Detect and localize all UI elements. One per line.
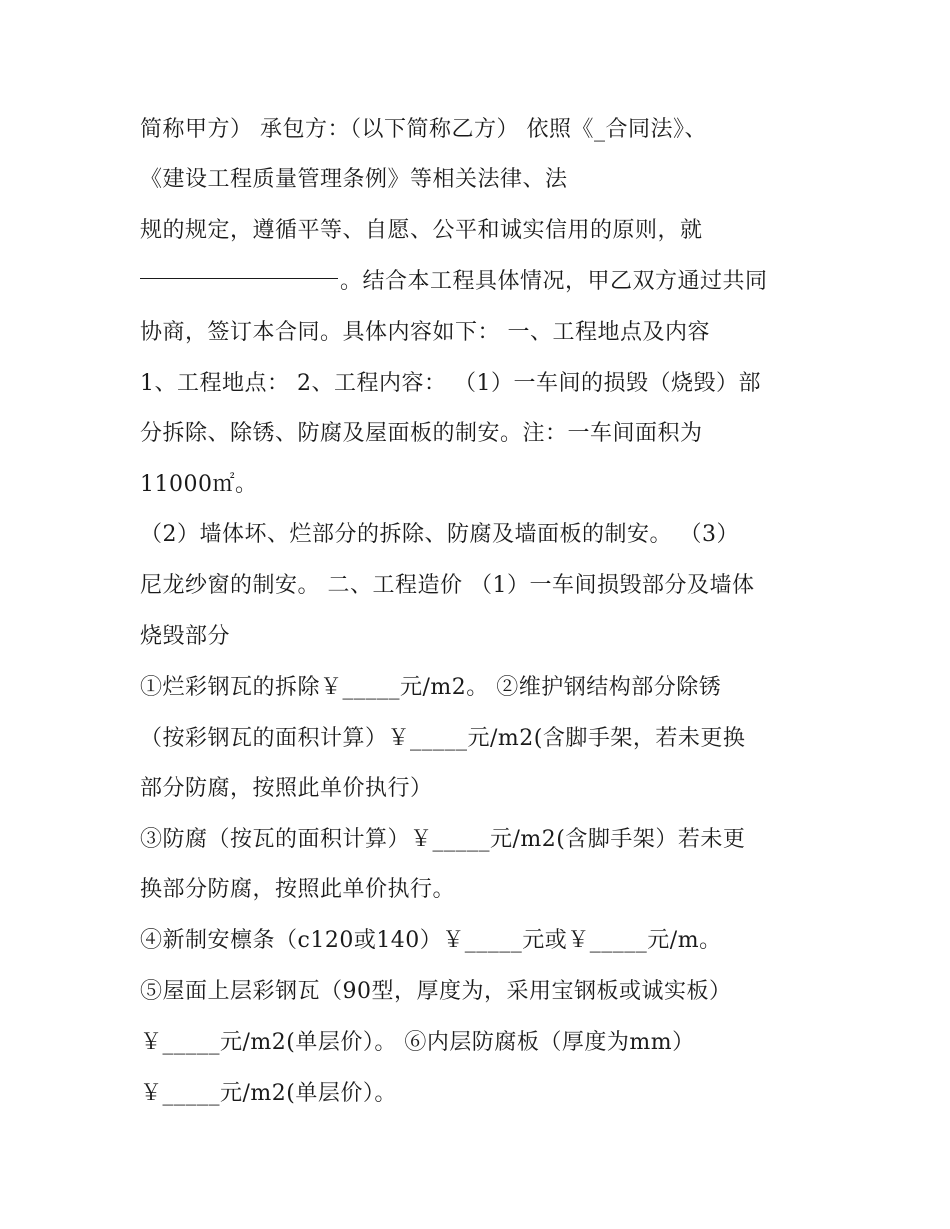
text-line-20: ￥_____元/m2(单层价）。	[140, 1081, 397, 1106]
text-line-15: ③防腐（按瓦的面积计算）￥_____元/m2(含脚手架）若未更	[140, 827, 746, 852]
text-line-4	[140, 268, 840, 296]
text-line-6: 1、工程地点： 2、工程内容： （1）一车间的损毁（烧毁）部	[140, 371, 761, 396]
text-line-18: ⑤屋面上层彩钢瓦（90型，厚度为，采用宝钢板或诚实板）	[140, 979, 732, 1004]
text-line-2: 《建设工程质量管理条例》等相关法律、法	[140, 167, 568, 192]
text-line-17: ④新制安檩条（c120或140）￥_____元或￥_____元/m。	[140, 928, 722, 953]
text-line-8: 11000㎡。	[140, 472, 258, 497]
text-line-19: ￥_____元/m2(单层价）。 ⑥内层防腐板（厚度为mm）	[140, 1030, 695, 1055]
text-line-14: 部分防腐，按照此单价执行）	[140, 776, 433, 801]
text-line-5: 协商，签订本合同。具体内容如下： 一、工程地点及内容	[140, 320, 710, 345]
text-line-4-content: 。结合本工程具体情况，甲乙双方通过共同	[340, 269, 768, 294]
text-line-9: （2）墙体坏、烂部分的拆除、防腐及墙面板的制安。 （3）	[140, 522, 739, 547]
text-line-3: 规的规定，遵循平等、自愿、公平和诚实信用的原则，就	[140, 218, 703, 243]
text-line-13: （按彩钢瓦的面积计算）￥_____元/m2(含脚手架，若未更换	[140, 726, 746, 751]
text-line-1: 简称甲方） 承包方：（以下简称乙方） 依照《_合同法》、	[140, 117, 707, 142]
text-line-11: 烧毁部分	[140, 624, 231, 649]
text-line-7: 分拆除、除锈、防腐及屋面板的制安。注：一车间面积为	[140, 421, 703, 446]
text-line-10: 尼龙纱窗的制安。 二、工程造价 （1）一车间损毁部分及墙体	[140, 573, 755, 598]
fill-in-blank-rule	[140, 278, 338, 279]
text-line-12: ①烂彩钢瓦的拆除￥_____元/m2。 ②维护钢结构部分除锈	[140, 675, 722, 700]
text-line-16: 换部分防腐，按照此单价执行。	[140, 877, 456, 902]
